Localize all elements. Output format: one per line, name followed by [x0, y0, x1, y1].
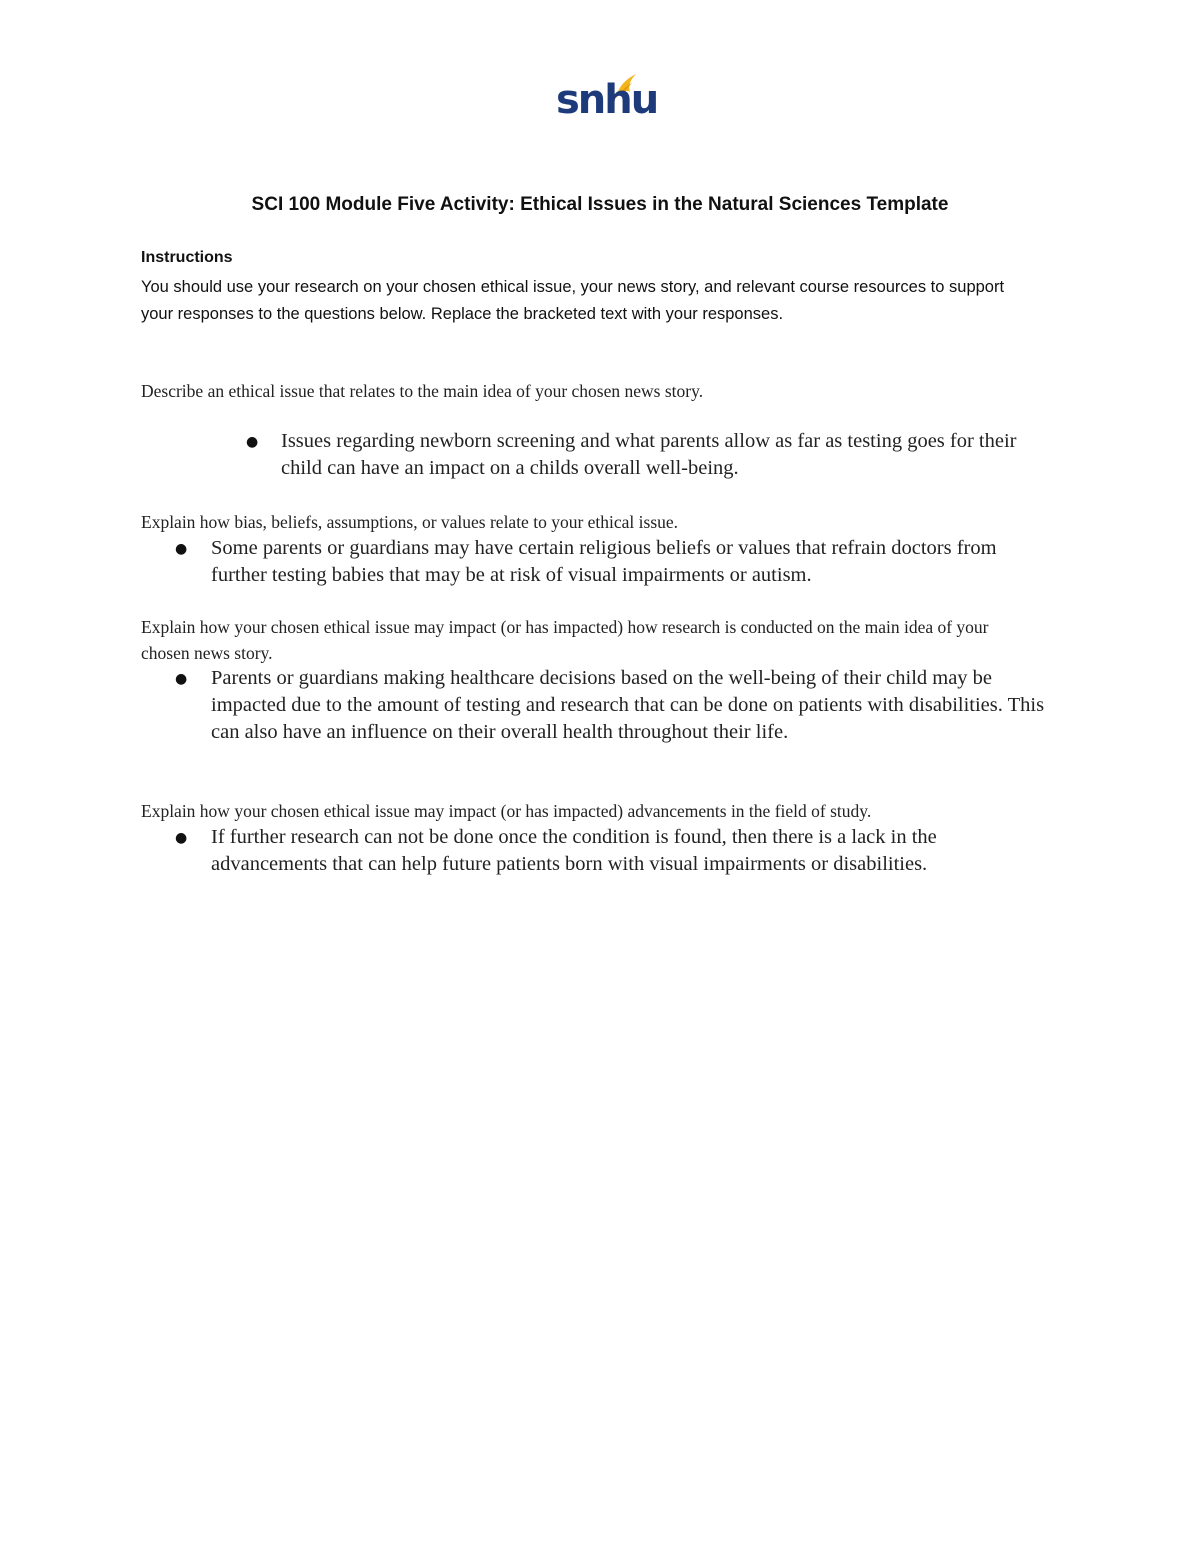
answer-4: If further research can not be done once the condition is found, then there is a lack in the advancements that can help future patients born with visual impairments or disabilities.	[211, 826, 937, 875]
question-4: Explain how your chosen ethical issue may impact (or has impacted) advancements in the field of study.	[141, 801, 872, 821]
answer-1: Issues regarding newborn screening and what parents allow as far as testing goes for their child can have an impact on a childs overall well-being.	[281, 430, 1017, 479]
question-3: Explain how your chosen ethical issue may impact (or has impacted) how research is conducted on the main idea of your chosen news story.	[141, 617, 989, 663]
question-2: Explain how bias, beliefs, assumptions, or values relate to your ethical issue.	[141, 512, 679, 532]
document-title: SCI 100 Module Five Activity: Ethical Issues in the Natural Sciences Template	[251, 194, 949, 215]
answer-3: Parents or guardians making healthcare decisions based on the well-being of their child may be impacted due to the amount of testing and research that can be done on patients with disabilities. This can also have an influence on their overall health throughout their life.	[211, 667, 1045, 743]
logo-wordmark: snhu	[556, 77, 658, 123]
bullet-icon: ●	[246, 434, 259, 450]
bullet-icon: ●	[175, 541, 188, 557]
question-1: Describe an ethical issue that relates to the main idea of your chosen news story.	[141, 381, 704, 401]
answer-2: Some parents or guardians may have certain religious beliefs or values that refrain doctors from further testing babies that may be at risk of visual impairments or autism.	[211, 537, 997, 586]
instructions-heading: Instructions	[141, 249, 233, 266]
instructions-body: You should use your research on your chosen ethical issue, your news story, and relevant course resources to support your responses to the questions below. Replace the bracketed text with your responses.	[141, 278, 1005, 323]
snhu-logo	[554, 72, 658, 134]
bullet-icon: ●	[175, 671, 188, 687]
bullet-icon: ●	[175, 830, 188, 846]
